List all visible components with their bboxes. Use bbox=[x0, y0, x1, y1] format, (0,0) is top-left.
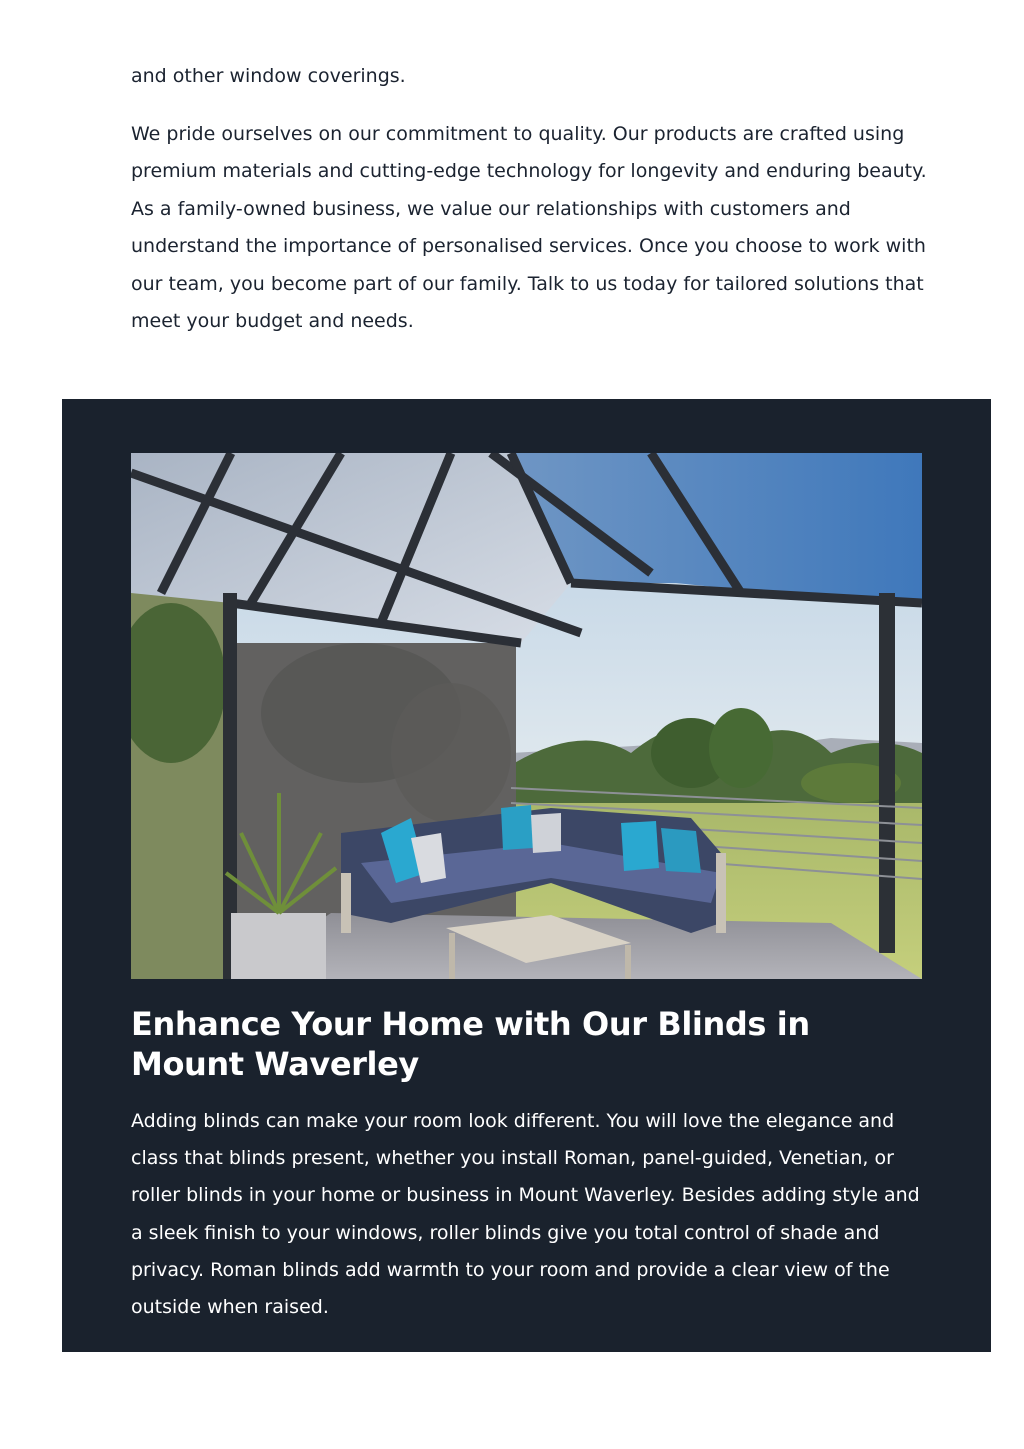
intro-text-block bbox=[131, 58, 931, 341]
section-heading: Enhance Your Home with Our Blinds in Mount Waverley bbox=[131, 1005, 810, 1083]
intro-paragraph: We pride ourselves on our commitment to quality. Our products are crafted using premium materials and cutting-edge technology for longevity and enduring beauty. As a family-owned business, we value our relationships with customers and understand the importance of personalised services. Once you choose to work with our team, you become part of our family. Talk to us today for tailored solutions that meet your budget and needs. bbox=[131, 122, 927, 332]
section-body: Adding blinds can make your room look different. You will love the elegance and class that blinds present, whether you install Roman, panel-guided, Venetian, or roller blinds in your home or business in Mount Waverley. Besides adding style and a sleek finish to your windows, roller blinds give you total control of shade and privacy. Roman blinds add warmth to your room and provide a clear view of the outside when raised. bbox=[131, 1110, 920, 1319]
intro-continuation: and other window coverings. bbox=[131, 65, 406, 87]
feature-section bbox=[62, 399, 991, 1352]
patio-photo bbox=[131, 453, 922, 979]
